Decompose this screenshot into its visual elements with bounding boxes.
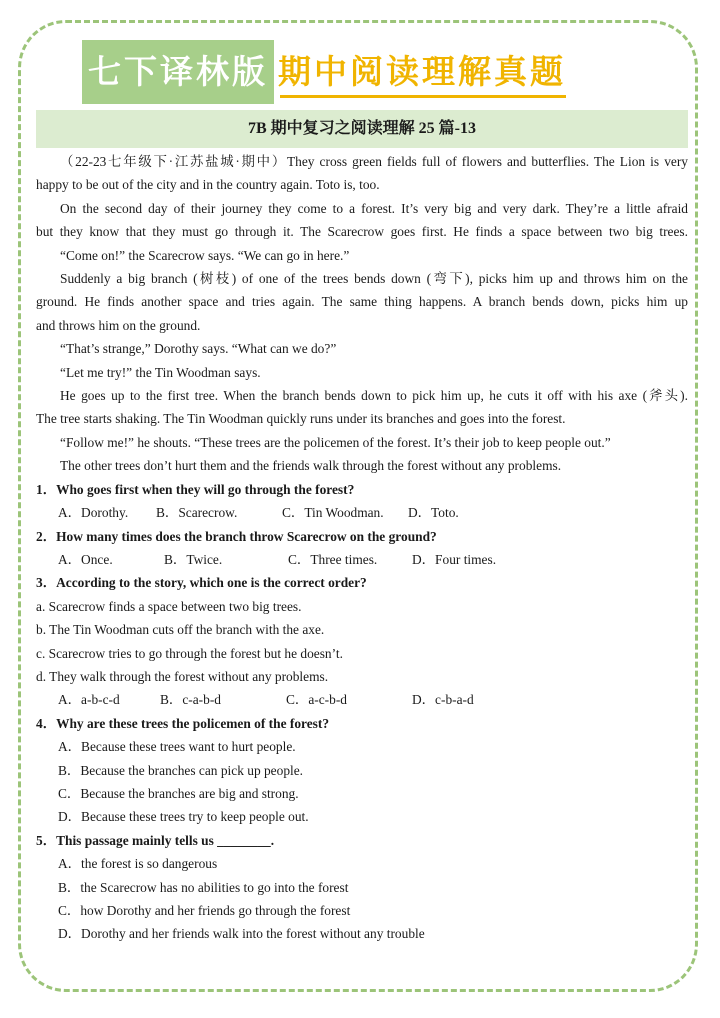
option-d: D．Because these trees try to keep people out. [58, 809, 309, 825]
option-c: C．a-c-b-d [286, 692, 347, 708]
question-stem: 4．Why are these trees the policemen of the forest? [36, 715, 330, 731]
event-item: d. They walk through the forest without any problems. [36, 668, 329, 684]
options-row [36, 688, 688, 711]
options-row [36, 548, 688, 571]
passage-line: The other trees don’t hurt them and the friends walk through the forest without any problems. [60, 458, 562, 474]
banner-right-title: 期中阅读理解真题 [274, 40, 566, 104]
question-stem: 5．This passage mainly tells us ________. [36, 832, 275, 848]
question-stem: 1．Who goes first when they will go through the forest? [36, 481, 355, 497]
question-stem: 3．According to the story, which one is the correct order? [36, 575, 367, 591]
option-a: A．a-b-c-d [58, 692, 120, 708]
question-2 [36, 525, 688, 572]
option-a: A．Dorothy. [58, 505, 129, 521]
passage-line: “Follow me!” he shouts. “These trees are the policemen of the forest. It’s their job to keep people out.” [60, 434, 611, 450]
option-c: C．how Dorothy and her friends go through the forest [58, 903, 351, 918]
option-c: C．Because the branches are big and strong. [58, 785, 299, 801]
question-3 [36, 571, 688, 711]
option-c: C．Tin Woodman. [282, 505, 384, 521]
option-d: D．c-b-a-d [412, 692, 474, 708]
passage-line: （22-23七年级下·江苏盐城·期中）They cross green fields full of flowers and butterflies. The Lion is very [60, 154, 688, 169]
option-c: C．Three times. [288, 551, 378, 567]
worksheet-content [36, 150, 688, 946]
passage-line: “That’s strange,” Dorothy says. “What can we do?” [60, 341, 337, 357]
passage-line: happy to be out of the city and in the country again. Toto is, too. [36, 177, 380, 193]
passage-line: On the second day of their journey they come to a forest. It’s very big and very dark. They’re a little afraid [60, 200, 688, 216]
title-banner [82, 40, 566, 104]
option-a: A．Because these trees want to hurt people. [58, 739, 296, 755]
question-5 [36, 829, 688, 946]
passage-line: “Let me try!” the Tin Woodman says. [60, 364, 261, 380]
passage-line: ground. He finds another space and tries again. The same thing happens. A branch bends down, picks him up [36, 294, 688, 310]
passage-line: Suddenly a big branch (树枝) of one of the trees bends down (弯下), picks him up and throws him on the [60, 271, 688, 287]
option-d: D．Four times. [412, 551, 497, 567]
subtitle: 7B 期中复习之阅读理解 25 篇-13 [36, 110, 688, 148]
option-b: B．Because the branches can pick up people. [58, 762, 304, 778]
option-a: A．the forest is so dangerous [58, 856, 218, 872]
passage-line: but they know that they must go through it. The Scarecrow goes first. He finds a space between two big trees. [36, 224, 688, 240]
option-b: B．the Scarecrow has no abilities to go into the forest [58, 879, 349, 895]
banner-left-title: 七下译林版 [82, 40, 274, 104]
question-stem: 2．How many times does the branch throw Scarecrow on the ground? [36, 528, 437, 544]
question-1 [36, 478, 688, 525]
option-d: D．Toto. [408, 505, 459, 521]
event-item: c. Scarecrow tries to go through the forest but he doesn’t. [36, 645, 343, 661]
option-a: A．Once. [58, 551, 113, 567]
option-d: D．Dorothy and her friends walk into the forest without any trouble [58, 926, 425, 942]
passage-line: “Come on!” the Scarecrow says. “We can go in here.” [60, 247, 350, 263]
reading-passage [36, 150, 688, 478]
option-b: B．c-a-b-d [160, 692, 221, 708]
passage-line: The tree starts shaking. The Tin Woodman quickly runs under its branches and goes into the forest. [36, 411, 566, 427]
passage-line: and throws him on the ground. [36, 317, 201, 333]
event-item: b. The Tin Woodman cuts off the branch with the axe. [36, 622, 325, 638]
options-row [36, 501, 688, 524]
passage-line: He goes up to the first tree. When the branch bends down to pick him up, he cuts it off with his axe (斧头). [60, 388, 688, 404]
option-b: B．Scarecrow. [156, 505, 238, 521]
question-4 [36, 712, 688, 829]
option-b: B．Twice. [164, 551, 223, 567]
event-item: a. Scarecrow finds a space between two big trees. [36, 598, 302, 614]
